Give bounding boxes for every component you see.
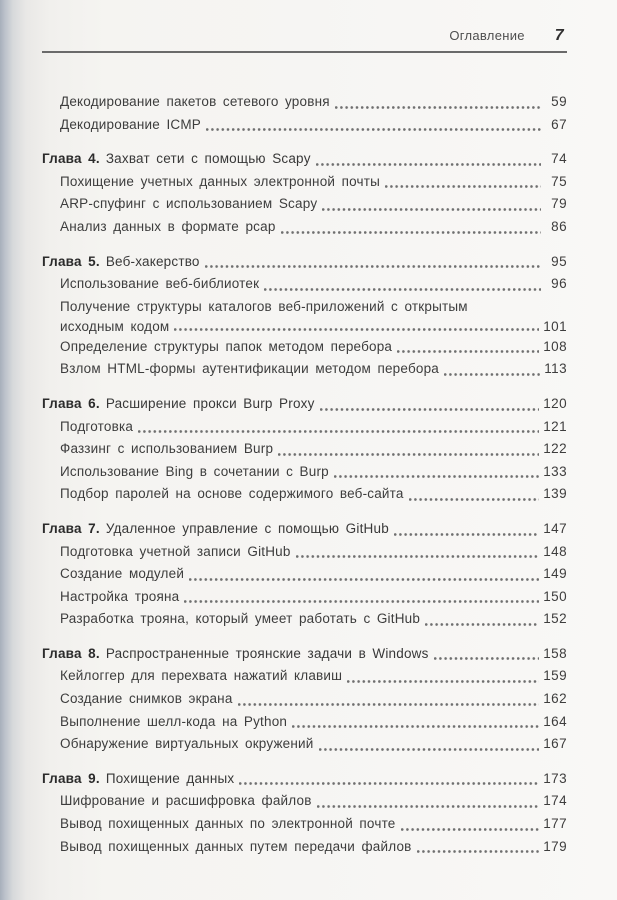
toc-item-row — [42, 483, 567, 506]
entry-page-number: 121 — [543, 418, 567, 434]
dotted-leader — [259, 273, 545, 296]
entry-title: Вывод похищенных данных путем передачи файлов — [60, 838, 412, 854]
entry-title: Декодирование пакетов сетевого уровня — [60, 94, 330, 109]
entry-page-number: 67 — [551, 116, 567, 132]
entry-page-number: 149 — [543, 566, 567, 582]
toc-item-row — [42, 273, 567, 296]
toc-item-row — [42, 216, 567, 239]
entry-title: Веб-хакерство — [105, 253, 200, 269]
entry-page-number: 95 — [551, 253, 567, 269]
chapter-label: Глава 8. — [42, 645, 100, 661]
entry-page-number: 173 — [543, 770, 567, 786]
dotted-leader — [315, 393, 544, 416]
entry-title: Настройка трояна — [60, 588, 180, 604]
entry-page-number: 162 — [543, 691, 567, 707]
entry-title: Фаззинг с использованием Burp — [60, 441, 274, 457]
entry-page-number: 147 — [543, 520, 567, 536]
entry-title: Использование веб-библиотек — [60, 276, 260, 292]
dotted-leader — [179, 586, 543, 609]
dotted-leader — [169, 317, 543, 336]
entry-page-number: 167 — [543, 736, 567, 752]
chapter-label: Глава 5. — [42, 253, 100, 269]
toc-chapter-row — [42, 393, 567, 416]
entry-page-number: 74 — [551, 151, 567, 167]
entry-title: Взлом HTML-формы аутентификации методом перебора — [60, 361, 440, 377]
toc-item-row — [42, 461, 567, 484]
toc-section — [42, 91, 567, 136]
entry-page-number: 120 — [543, 395, 567, 411]
dotted-leader — [184, 563, 543, 586]
toc-section — [42, 518, 567, 631]
chapter-label: Глава 4. — [42, 151, 100, 167]
entry-title: Захват сети с помощью Scapy — [105, 151, 311, 167]
toc-item-row — [42, 91, 567, 114]
entry-page-number: 152 — [543, 611, 567, 627]
entry-page-number: 79 — [551, 196, 567, 212]
entry-page-number: 122 — [543, 441, 567, 457]
entry-title: Использование Bing в сочетании с Burp — [60, 463, 329, 479]
toc-item-row — [42, 541, 567, 564]
running-header — [42, 27, 567, 45]
entry-page-number: 59 — [551, 94, 567, 109]
toc-item-row — [42, 790, 567, 813]
toc-chapter-row — [42, 148, 567, 171]
entry-title: Подготовка — [60, 418, 134, 434]
entry-page-number: 86 — [551, 218, 567, 234]
toc-item-row — [42, 416, 567, 439]
toc-item-row — [42, 711, 567, 734]
entry-title: Подготовка учетной записи GitHub — [60, 543, 291, 559]
toc-chapter-row — [42, 768, 567, 791]
dotted-leader — [420, 608, 543, 631]
entry-page-number: 177 — [543, 816, 567, 832]
toc-item-row — [42, 813, 567, 836]
toc-item-row — [42, 358, 567, 381]
entry-page-number: 101 — [543, 318, 567, 334]
toc-item-row — [42, 836, 567, 859]
dotted-leader — [330, 91, 545, 114]
entry-title: Похищение учетных данных электронной почты — [60, 173, 381, 189]
entry-page-number: 113 — [544, 361, 567, 377]
dotted-leader — [317, 193, 545, 216]
chapter-label: Глава 6. — [42, 395, 100, 411]
dotted-leader — [314, 733, 544, 756]
entry-title: Похищение данных — [105, 770, 235, 786]
page-number: 7 — [554, 27, 564, 44]
entry-page-number: 150 — [543, 588, 567, 604]
toc-item-row — [42, 563, 567, 586]
entry-title: исходным кодом — [60, 318, 170, 334]
toc-item-row-wrapped-line2 — [42, 317, 567, 336]
entry-title: Вывод похищенных данных по электронной почте — [60, 816, 396, 832]
toc-section — [42, 768, 567, 858]
dotted-leader — [287, 711, 543, 734]
toc-item-row-wrapped-line1 — [42, 296, 567, 317]
entry-page-number: 96 — [551, 276, 567, 292]
entry-title: Распространенные троянские задачи в Windows — [105, 645, 429, 661]
dotted-leader — [273, 438, 543, 461]
toc-section — [42, 251, 567, 381]
dotted-leader — [380, 171, 545, 194]
entry-title: Удаленное управление с помощью GitHub — [105, 520, 389, 536]
entry-title: Подбор паролей на основе содержимого веб-сайта — [60, 486, 404, 502]
entry-page-number: 174 — [543, 793, 567, 809]
dotted-leader — [312, 790, 544, 813]
header-rule — [42, 51, 567, 53]
entry-page-number: 164 — [543, 713, 567, 729]
toc-list — [42, 91, 567, 858]
entry-page-number: 75 — [551, 173, 567, 189]
entry-page-number: 179 — [543, 838, 567, 854]
entry-title: ARP-спуфинг с использованием Scapy — [60, 196, 318, 212]
entry-title: Получение структуры каталогов веб-приложений с открытым — [60, 298, 468, 314]
toc-item-row — [42, 114, 567, 137]
entry-page-number: 108 — [543, 338, 567, 354]
running-header-title: Оглавление — [449, 28, 525, 43]
chapter-label: Глава 9. — [42, 770, 100, 786]
entry-title: Выполнение шелл-кода на Python — [60, 713, 288, 729]
entry-page-number: 148 — [543, 543, 567, 559]
toc-chapter-row — [42, 518, 567, 541]
toc-item-row — [42, 336, 567, 359]
entry-page-number: 159 — [543, 668, 567, 684]
chapter-label: Глава 7. — [42, 520, 100, 536]
entry-page-number: 133 — [543, 463, 567, 479]
entry-title: Создание снимков экрана — [60, 691, 233, 707]
dotted-leader — [276, 216, 545, 239]
dotted-leader — [396, 813, 544, 836]
entry-title: Обнаружение виртуальных окружений — [60, 736, 314, 752]
dotted-leader — [389, 518, 543, 541]
entry-title: Разработка трояна, который умеет работать с GitHub — [60, 611, 421, 627]
entry-title: Анализ данных в формате pcap — [60, 218, 276, 234]
dotted-leader — [200, 251, 545, 274]
toc-item-row — [42, 665, 567, 688]
toc-item-row — [42, 438, 567, 461]
dotted-leader — [412, 836, 544, 859]
entry-title: Определение структуры папок методом перебора — [60, 338, 393, 354]
dotted-leader — [439, 358, 544, 381]
entry-title: Расширение прокси Burp Proxy — [105, 395, 315, 411]
toc-section — [42, 643, 567, 756]
toc-item-row — [42, 586, 567, 609]
toc-item-row — [42, 688, 567, 711]
entry-title: Шифрование и расшифровка файлов — [60, 793, 312, 809]
dotted-leader — [234, 768, 543, 791]
toc-section — [42, 148, 567, 238]
toc-item-row — [42, 193, 567, 216]
dotted-leader — [311, 148, 545, 171]
dotted-leader — [429, 643, 544, 666]
entry-page-number: 139 — [543, 486, 567, 502]
dotted-leader — [392, 336, 543, 359]
dotted-leader — [201, 114, 545, 137]
toc-item-row — [42, 171, 567, 194]
entry-title: Декодирование ICMP — [60, 116, 201, 132]
toc-section — [42, 393, 567, 506]
dotted-leader — [133, 416, 543, 439]
dotted-leader — [291, 541, 544, 564]
entry-title: Кейлоггер для перехвата нажатий клавиш — [60, 668, 343, 684]
toc-chapter-row — [42, 251, 567, 274]
dotted-leader — [342, 665, 543, 688]
dotted-leader — [404, 483, 544, 506]
toc-item-row — [42, 608, 567, 631]
dotted-leader — [329, 461, 543, 484]
entry-title: Создание модулей — [60, 566, 185, 582]
dotted-leader — [233, 688, 544, 711]
toc-item-row — [42, 733, 567, 756]
toc-chapter-row — [42, 643, 567, 666]
entry-page-number: 158 — [543, 645, 567, 661]
